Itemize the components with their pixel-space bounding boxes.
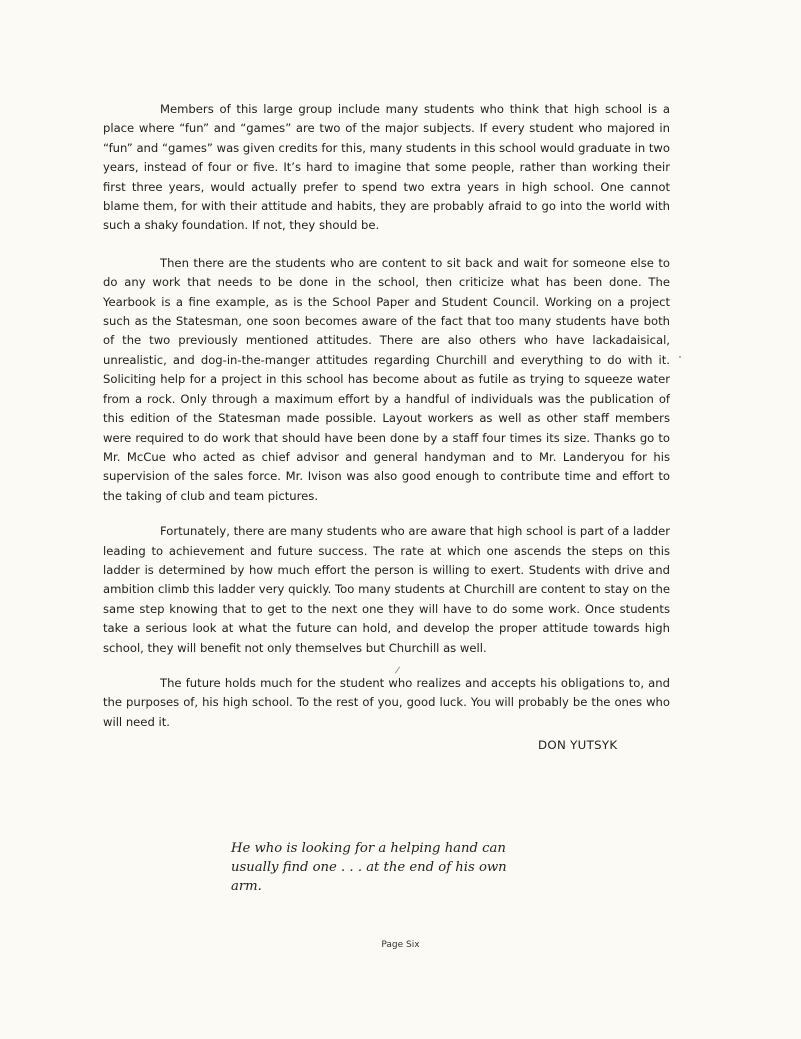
paragraph-3: Fortunately, there are many students who are aware that high school is part of a ladder leading to achievement and future success. The rate at which one ascends the steps on this ladder is determined by how much effort the person is willing to exert. Students with drive and ambition climb this ladder very quickly. Too many students at Churchill are content to stay on the same step knowing that to get to the next one they will have to do some work. Once students take a serious look at what the future can hold, and develop the proper attitude towards high school, they will benefit not only themselves but Churchill as well. xyxy=(103,524,670,655)
quote-line-1: He who is looking for a helping hand can xyxy=(231,841,506,856)
stray-dot-mark xyxy=(679,356,681,358)
paragraph-4: The future holds much for the student who realizes and accepts his obligations to, and the purposes of, his high school. To the rest of you, good luck. You will probably be the ones who will need it. xyxy=(103,675,670,729)
closing-quote xyxy=(231,839,531,896)
paragraph-2: Then there are the students who are content to sit back and wait for someone else to do any work that needs to be done in the school, then criticize what has been done. The Yearbook is a fine example, as is the School Paper and Student Council. Working on a project such as the Statesman, one soon becomes aware of the fact that too many students have both of the two previously mentioned attitudes. There are also others who have lackadaisical, unrealistic, and dog-in-the-manger attitudes regarding Churchill and everything to do with it. Soliciting help for a project in this school has become about as futile as trying to squeeze water from a rock. Only through a maximum effort by a handful of individuals was the publication of this edition of the Statesman made possible. Layout workers as well as other staff members were required to do work that should have been done by a staff four times its size. Thanks go to Mr. McCue who acted as chief advisor and general handyman and to Mr. Landeryou for his supervision of the sales force. Mr. Ivison was also good enough to contribute time and effort to the taking of club and team pictures. xyxy=(103,255,670,503)
paragraph-1: Members of this large group include many students who think that high school is a place where “fun” and “games” are two of the major subjects. If every student who majored in “fun” and “games” was given credits for this, many students in this school would graduate in two years, instead of four or five. It’s hard to imagine that some people, rather than working their first three years, would actually prefer to spend two extra years in high school. One cannot blame them, for with their attitude and habits, they are probably afraid to go into the world with such a shaky foundation. If not, they should be. xyxy=(103,102,670,233)
quote-line-2: usually find one . . . at the end of his own arm. xyxy=(231,860,507,894)
page-number: Page Six xyxy=(381,940,420,950)
author-signature: DON YUTSYK xyxy=(538,738,618,752)
article-body xyxy=(103,100,670,748)
